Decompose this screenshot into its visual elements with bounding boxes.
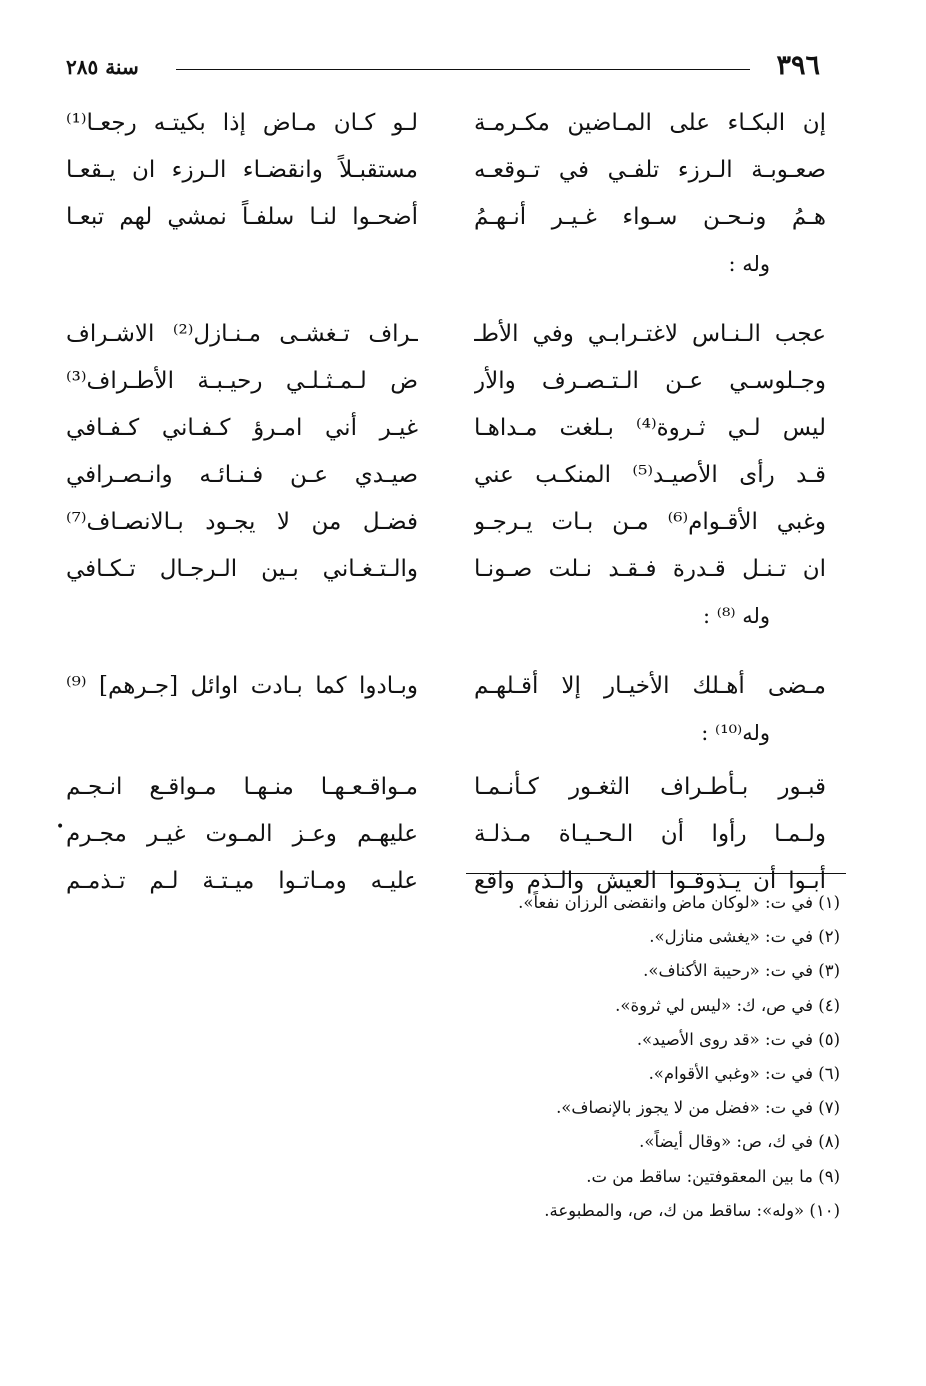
verse-second-hemistich: صيـدي عـن فـنـائـه وانـصـرافي [66, 462, 418, 488]
footnote: (٩) ما بين المعقوفتين: ساقط من ت. [586, 1166, 840, 1186]
verse-line [66, 811, 826, 858]
verse-first-hemistich: أبـوا أن يـذوقـوا العيش والـذم واقع [474, 868, 826, 894]
footnote-separator [466, 873, 846, 874]
verse-line [66, 147, 826, 194]
verse-line [66, 358, 826, 405]
stanza-4 [66, 764, 826, 905]
footnote: (١) في ت: «لوكان ماض وانقضى الرزان نفعاً». [518, 893, 840, 912]
stanza-intro-line [66, 710, 826, 756]
year-label: سنة ٢٨٥ [66, 55, 139, 79]
verse-line [66, 311, 826, 358]
verse-line [66, 452, 826, 499]
verse-line [66, 546, 826, 593]
verse-second-hemistich: ض لـمـثـلـي رحيـبـة الأطـراف⁽³⁾ [66, 368, 418, 394]
verse-line [66, 499, 826, 546]
verse-second-hemistich: مستقبـلاً وانقضـاء الـرزء ان يـقعـا [66, 157, 418, 183]
verse-line [66, 663, 826, 710]
verse-first-hemistich: صعـوبـة الـرزء تلفـي في تـوقعـه [474, 157, 826, 183]
verse-second-hemistich: غيـر أني امـرؤ كـفـاني كـفـافي [66, 415, 418, 441]
header-rule [176, 69, 750, 70]
verse-first-hemistich: ولـمـا رأوا أن الـحـيـاة مـذلـة [474, 821, 826, 847]
verse-second-hemistich: ـراف تـغشـى مـنـازل⁽²⁾ الاشـراف [66, 321, 418, 347]
verse-second-hemistich: عليـه ومـاتـوا ميـتـة لـم تـذمـم [66, 868, 418, 894]
verse-first-hemistich: مـضى أهـلك الأخيـار إلا أقـلهـم [474, 673, 826, 699]
verse-second-hemistich: أضحـوا لنـا سلفـاً نمشي لهم تبعـا [66, 204, 418, 230]
verse-first-hemistich: قبـور بـأطـراف الثغـور كـأنـمـا [474, 774, 826, 800]
verse-first-hemistich: ليس لـي ثـروة⁽⁴⁾ بـلغت مـداهـا [474, 415, 826, 441]
stanza-2 [66, 311, 826, 593]
page-number: ٣٩٦ [776, 50, 820, 81]
stanza-1 [66, 100, 826, 241]
verse-second-hemistich: وبـادوا كما بـادت اوائل [جـرهم] ⁽⁹⁾ [66, 673, 418, 699]
stanza-3 [66, 663, 826, 710]
page-header [66, 48, 820, 88]
verse-first-hemistich: قـد رأى الأصيـد⁽⁵⁾ المنكـب عني [474, 462, 826, 488]
stanza-intro: وله : [728, 252, 770, 276]
verse-first-hemistich: إن البكـاء على المـاضين مكـرمـة [474, 110, 826, 136]
stanza-intro: وله⁽¹⁰⁾ : [701, 721, 770, 745]
verse-line [66, 194, 826, 241]
footnote: (٣) في ت: «رحيبة الأكناف». [643, 961, 840, 981]
verse-first-hemistich: هـمُ ونـحـن سـواء غـيـر أنـهـمُ [474, 204, 826, 230]
footnote: (٢) في ت: «يغشى منازل». [649, 927, 840, 947]
verse-line [66, 764, 826, 811]
footnote: (٥) في ت: «قد روى الأصيد». [636, 1029, 840, 1049]
footnote: (٤) في ص، ك: «ليس لي ثروة». [615, 995, 840, 1015]
footnote: (٨) في ك، ص: «وقال أيضاً». [639, 1132, 840, 1152]
stanza-intro-line [66, 593, 826, 639]
verse-second-hemistich: عليهـم وعـز المـوت غيـر مجـرم [66, 821, 418, 847]
footnote: (١٠) «وله»: ساقط من ك، ص، والمطبوعة. [544, 1200, 840, 1220]
stanza-intro: وله ⁽⁸⁾ : [703, 604, 770, 628]
verse-second-hemistich: لـو كـان مـاض إذا بكيتـه رجعـا⁽¹⁾ [66, 110, 418, 136]
footnote: (٦) في ت: «وغبي الأقوام». [648, 1064, 840, 1084]
footnotes-list [240, 886, 840, 1228]
verse-line [66, 100, 826, 147]
verse-first-hemistich: وغبي الأقـوام⁽⁶⁾ مـن بـات يـرجـو [474, 509, 826, 535]
footnote: (٧) في ت: «فضل من لا يجوز بالإنصاف». [556, 1098, 840, 1118]
verse-first-hemistich: ان تـنـل قـدرة فـقـد نـلت صـونـا [474, 556, 826, 582]
poem-body [66, 100, 826, 905]
verse-line [66, 405, 826, 452]
stanza-intro-line [66, 241, 826, 287]
verse-second-hemistich: مـواقـعـهـا منـهـا مـواقـع انـجـم [66, 774, 418, 800]
verse-second-hemistich: فضـل من لا يجـود بـالانصـاف⁽⁷⁾ [66, 509, 418, 535]
stray-dot-mark: • [56, 819, 65, 835]
verse-second-hemistich: والـتـغـاني بـين الـرجـال تـكـافي [66, 556, 418, 582]
verse-first-hemistich: وجـلوسـي عـن الـتـصـرف والأر [474, 368, 826, 394]
verse-first-hemistich: عجب الـنـاس لاغتـرابـي وفي الأطـ [474, 321, 826, 347]
